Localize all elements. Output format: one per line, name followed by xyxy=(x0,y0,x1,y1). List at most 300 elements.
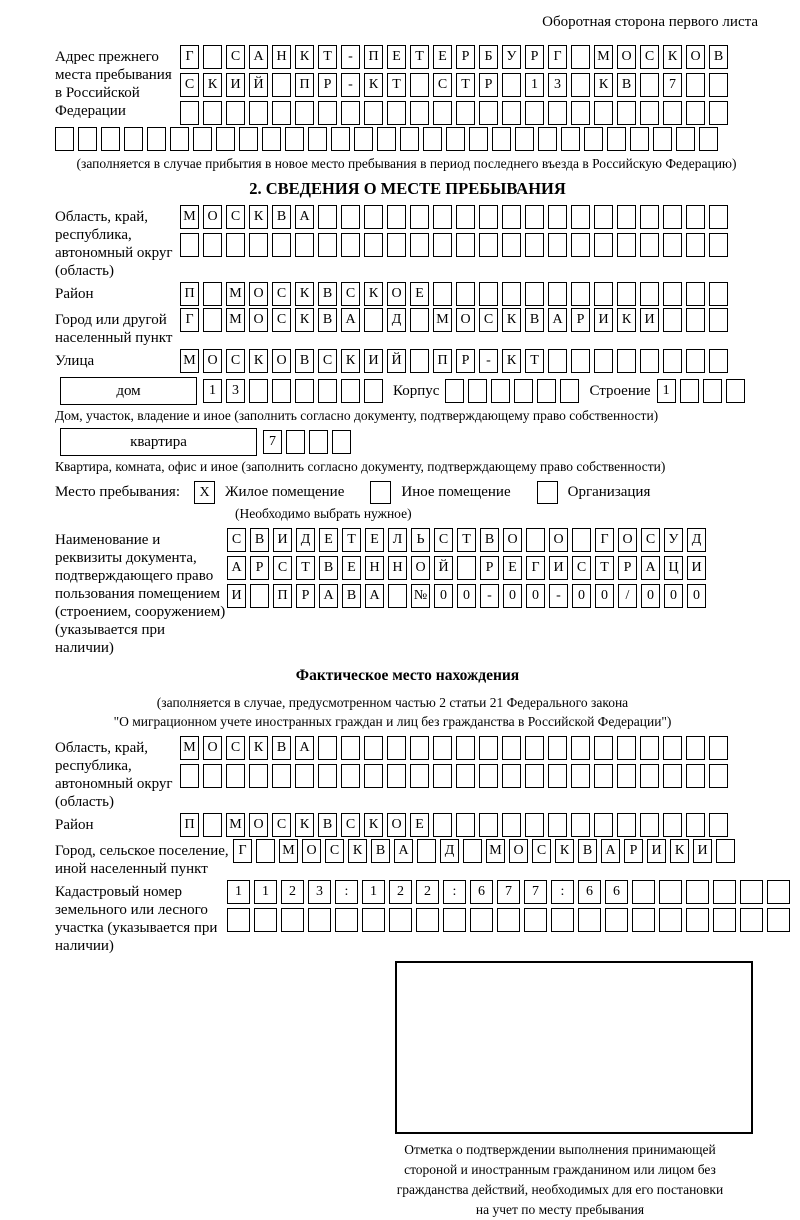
char-box[interactable] xyxy=(341,736,360,760)
char-box[interactable] xyxy=(571,73,590,97)
char-box[interactable]: К xyxy=(364,73,383,97)
char-box[interactable] xyxy=(709,764,728,788)
char-box[interactable] xyxy=(389,908,412,932)
char-box[interactable] xyxy=(203,308,222,332)
char-box[interactable]: Т xyxy=(318,45,337,69)
char-box[interactable] xyxy=(571,205,590,229)
char-box[interactable] xyxy=(226,764,245,788)
char-box[interactable]: С xyxy=(226,205,245,229)
char-box[interactable]: - xyxy=(549,584,568,608)
char-box[interactable] xyxy=(594,233,613,257)
char-box[interactable] xyxy=(617,813,636,837)
char-box[interactable]: 2 xyxy=(281,880,304,904)
char-box[interactable] xyxy=(640,813,659,837)
char-box[interactable]: О xyxy=(387,282,406,306)
char-box[interactable]: Р xyxy=(618,556,637,580)
char-box[interactable] xyxy=(571,233,590,257)
char-box[interactable] xyxy=(617,349,636,373)
char-box[interactable] xyxy=(433,813,452,837)
char-box[interactable] xyxy=(551,908,574,932)
char-box[interactable] xyxy=(525,764,544,788)
char-box[interactable]: С xyxy=(532,839,551,863)
char-box[interactable]: С xyxy=(341,282,360,306)
char-box[interactable] xyxy=(709,205,728,229)
char-box[interactable]: К xyxy=(364,813,383,837)
char-box[interactable] xyxy=(286,430,305,454)
char-box[interactable] xyxy=(124,127,143,151)
char-box[interactable] xyxy=(548,764,567,788)
char-box[interactable]: 1 xyxy=(254,880,277,904)
char-box[interactable] xyxy=(180,764,199,788)
char-box[interactable]: М xyxy=(226,308,245,332)
char-box[interactable] xyxy=(410,101,429,125)
char-box[interactable]: С xyxy=(434,528,453,552)
char-box[interactable] xyxy=(548,205,567,229)
char-box[interactable]: А xyxy=(295,205,314,229)
char-box[interactable] xyxy=(502,813,521,837)
char-box[interactable] xyxy=(456,764,475,788)
char-box[interactable]: С xyxy=(226,736,245,760)
char-box[interactable]: А xyxy=(365,584,384,608)
char-box[interactable]: Р xyxy=(479,73,498,97)
char-box[interactable]: В xyxy=(342,584,361,608)
char-box[interactable] xyxy=(101,127,120,151)
char-box[interactable]: Е xyxy=(342,556,361,580)
char-box[interactable] xyxy=(362,908,385,932)
char-box[interactable]: В xyxy=(709,45,728,69)
char-box[interactable]: К xyxy=(502,349,521,373)
char-box[interactable]: 0 xyxy=(526,584,545,608)
char-box[interactable]: Г xyxy=(233,839,252,863)
char-box[interactable] xyxy=(341,379,360,403)
char-box[interactable] xyxy=(640,736,659,760)
char-box[interactable]: 0 xyxy=(595,584,614,608)
char-box[interactable] xyxy=(318,205,337,229)
char-box[interactable]: Р xyxy=(456,45,475,69)
char-box[interactable] xyxy=(318,101,337,125)
char-box[interactable]: 3 xyxy=(226,379,245,403)
char-box[interactable]: О xyxy=(272,349,291,373)
char-box[interactable]: № xyxy=(411,584,430,608)
char-box[interactable]: 7 xyxy=(263,430,282,454)
char-box[interactable] xyxy=(767,908,790,932)
char-box[interactable] xyxy=(617,736,636,760)
char-box[interactable]: К xyxy=(295,282,314,306)
char-box[interactable]: Т xyxy=(342,528,361,552)
char-box[interactable]: В xyxy=(272,205,291,229)
char-box[interactable]: Т xyxy=(410,45,429,69)
char-box[interactable] xyxy=(572,528,591,552)
char-box[interactable] xyxy=(417,839,436,863)
char-box[interactable] xyxy=(55,127,74,151)
char-box[interactable] xyxy=(663,282,682,306)
char-box[interactable] xyxy=(249,379,268,403)
char-box[interactable] xyxy=(456,205,475,229)
char-box[interactable]: А xyxy=(341,308,360,332)
char-box[interactable] xyxy=(640,73,659,97)
char-box[interactable] xyxy=(364,308,383,332)
char-box[interactable]: 7 xyxy=(663,73,682,97)
char-box[interactable] xyxy=(364,101,383,125)
char-box[interactable]: В xyxy=(272,736,291,760)
char-box[interactable]: С xyxy=(479,308,498,332)
char-box[interactable]: К xyxy=(249,205,268,229)
char-box[interactable] xyxy=(548,349,567,373)
char-box[interactable]: М xyxy=(180,736,199,760)
char-box[interactable]: К xyxy=(594,73,613,97)
char-box[interactable]: А xyxy=(394,839,413,863)
char-box[interactable]: К xyxy=(249,349,268,373)
char-box[interactable]: Г xyxy=(180,308,199,332)
char-box[interactable] xyxy=(640,764,659,788)
char-box[interactable]: М xyxy=(279,839,298,863)
char-box[interactable]: - xyxy=(480,584,499,608)
char-box[interactable] xyxy=(443,908,466,932)
char-box[interactable] xyxy=(463,839,482,863)
char-box[interactable] xyxy=(571,45,590,69)
char-box[interactable]: Р xyxy=(624,839,643,863)
char-box[interactable] xyxy=(456,813,475,837)
char-box[interactable]: Н xyxy=(388,556,407,580)
char-box[interactable]: Т xyxy=(296,556,315,580)
char-box[interactable]: И xyxy=(640,308,659,332)
char-box[interactable] xyxy=(388,584,407,608)
char-box[interactable] xyxy=(525,101,544,125)
char-box[interactable]: О xyxy=(509,839,528,863)
char-box[interactable] xyxy=(640,101,659,125)
char-box[interactable]: 0 xyxy=(457,584,476,608)
char-box[interactable]: И xyxy=(693,839,712,863)
char-box[interactable] xyxy=(709,349,728,373)
char-box[interactable] xyxy=(663,736,682,760)
char-box[interactable] xyxy=(457,556,476,580)
char-box[interactable] xyxy=(502,73,521,97)
char-box[interactable]: К xyxy=(555,839,574,863)
char-box[interactable]: Е xyxy=(433,45,452,69)
char-box[interactable] xyxy=(281,908,304,932)
char-box[interactable]: Р xyxy=(525,45,544,69)
char-box[interactable] xyxy=(524,908,547,932)
char-box[interactable]: Й xyxy=(387,349,406,373)
char-box[interactable]: Е xyxy=(410,282,429,306)
char-box[interactable] xyxy=(470,908,493,932)
char-box[interactable] xyxy=(341,205,360,229)
char-box[interactable] xyxy=(548,736,567,760)
char-box[interactable] xyxy=(433,233,452,257)
char-box[interactable] xyxy=(492,127,511,151)
char-box[interactable] xyxy=(318,736,337,760)
char-box[interactable]: П xyxy=(295,73,314,97)
char-box[interactable] xyxy=(479,764,498,788)
char-box[interactable]: 6 xyxy=(605,880,628,904)
char-box[interactable] xyxy=(594,764,613,788)
char-box[interactable]: С xyxy=(325,839,344,863)
char-box[interactable]: 6 xyxy=(578,880,601,904)
char-box[interactable]: А xyxy=(227,556,246,580)
char-box[interactable] xyxy=(709,233,728,257)
char-box[interactable] xyxy=(295,233,314,257)
char-box[interactable]: Й xyxy=(434,556,453,580)
char-box[interactable]: А xyxy=(319,584,338,608)
char-box[interactable] xyxy=(525,205,544,229)
char-box[interactable]: П xyxy=(180,282,199,306)
char-box[interactable]: А xyxy=(249,45,268,69)
char-box[interactable] xyxy=(170,127,189,151)
char-box[interactable] xyxy=(254,908,277,932)
char-box[interactable]: 0 xyxy=(572,584,591,608)
char-box[interactable]: Г xyxy=(595,528,614,552)
char-box[interactable]: О xyxy=(249,308,268,332)
char-box[interactable] xyxy=(423,127,442,151)
char-box[interactable] xyxy=(676,127,695,151)
char-box[interactable] xyxy=(571,101,590,125)
char-box[interactable] xyxy=(410,233,429,257)
char-box[interactable]: М xyxy=(486,839,505,863)
char-box[interactable]: Р xyxy=(318,73,337,97)
char-box[interactable] xyxy=(433,205,452,229)
char-box[interactable] xyxy=(479,101,498,125)
char-box[interactable] xyxy=(318,764,337,788)
char-box[interactable]: 0 xyxy=(687,584,706,608)
char-box[interactable]: Г xyxy=(180,45,199,69)
char-box[interactable] xyxy=(446,127,465,151)
char-box[interactable] xyxy=(632,908,655,932)
char-box[interactable]: О xyxy=(203,736,222,760)
char-box[interactable]: : xyxy=(443,880,466,904)
char-box[interactable]: 1 xyxy=(657,379,676,403)
char-box[interactable] xyxy=(709,308,728,332)
char-box[interactable] xyxy=(456,101,475,125)
char-box[interactable] xyxy=(709,282,728,306)
char-box[interactable] xyxy=(659,908,682,932)
char-box[interactable] xyxy=(525,233,544,257)
char-box[interactable]: Й xyxy=(249,73,268,97)
char-box[interactable]: 7 xyxy=(497,880,520,904)
char-box[interactable]: А xyxy=(601,839,620,863)
char-box[interactable] xyxy=(686,282,705,306)
char-box[interactable] xyxy=(364,764,383,788)
char-box[interactable] xyxy=(571,349,590,373)
char-box[interactable]: Д xyxy=(687,528,706,552)
char-box[interactable]: В xyxy=(318,308,337,332)
char-box[interactable]: М xyxy=(226,282,245,306)
char-box[interactable] xyxy=(594,349,613,373)
char-box[interactable]: И xyxy=(364,349,383,373)
char-box[interactable] xyxy=(686,880,709,904)
char-box[interactable] xyxy=(502,205,521,229)
char-box[interactable] xyxy=(630,127,649,151)
char-box[interactable]: А xyxy=(548,308,567,332)
char-box[interactable] xyxy=(479,813,498,837)
char-box[interactable]: Д xyxy=(440,839,459,863)
inoe-pomeshchenie-checkbox[interactable] xyxy=(370,481,391,504)
char-box[interactable]: Ь xyxy=(411,528,430,552)
char-box[interactable]: В xyxy=(525,308,544,332)
char-box[interactable] xyxy=(594,282,613,306)
char-box[interactable] xyxy=(147,127,166,151)
char-box[interactable] xyxy=(607,127,626,151)
char-box[interactable]: П xyxy=(180,813,199,837)
char-box[interactable] xyxy=(364,379,383,403)
char-box[interactable]: М xyxy=(226,813,245,837)
char-box[interactable] xyxy=(216,127,235,151)
char-box[interactable]: У xyxy=(502,45,521,69)
char-box[interactable] xyxy=(410,308,429,332)
char-box[interactable]: М xyxy=(180,349,199,373)
char-box[interactable]: К xyxy=(348,839,367,863)
char-box[interactable]: М xyxy=(180,205,199,229)
char-box[interactable]: Р xyxy=(571,308,590,332)
char-box[interactable]: К xyxy=(341,349,360,373)
char-box[interactable] xyxy=(594,813,613,837)
char-box[interactable]: 0 xyxy=(503,584,522,608)
char-box[interactable] xyxy=(387,205,406,229)
char-box[interactable] xyxy=(663,813,682,837)
char-box[interactable] xyxy=(468,379,487,403)
char-box[interactable]: С xyxy=(572,556,591,580)
char-box[interactable]: Е xyxy=(387,45,406,69)
char-box[interactable] xyxy=(341,101,360,125)
char-box[interactable] xyxy=(686,736,705,760)
char-box[interactable] xyxy=(262,127,281,151)
char-box[interactable] xyxy=(203,233,222,257)
char-box[interactable]: О xyxy=(249,282,268,306)
char-box[interactable] xyxy=(249,101,268,125)
char-box[interactable]: С xyxy=(640,45,659,69)
char-box[interactable]: А xyxy=(641,556,660,580)
char-box[interactable]: Л xyxy=(388,528,407,552)
char-box[interactable] xyxy=(640,205,659,229)
char-box[interactable] xyxy=(249,764,268,788)
char-box[interactable] xyxy=(663,205,682,229)
char-box[interactable]: Р xyxy=(296,584,315,608)
char-box[interactable]: - xyxy=(341,45,360,69)
char-box[interactable]: О xyxy=(302,839,321,863)
char-box[interactable]: : xyxy=(551,880,574,904)
char-box[interactable] xyxy=(354,127,373,151)
char-box[interactable] xyxy=(285,127,304,151)
char-box[interactable] xyxy=(445,379,464,403)
char-box[interactable] xyxy=(456,282,475,306)
char-box[interactable] xyxy=(341,233,360,257)
char-box[interactable] xyxy=(203,813,222,837)
char-box[interactable]: 6 xyxy=(470,880,493,904)
char-box[interactable]: П xyxy=(273,584,292,608)
char-box[interactable] xyxy=(548,282,567,306)
char-box[interactable] xyxy=(272,379,291,403)
char-box[interactable] xyxy=(653,127,672,151)
char-box[interactable] xyxy=(295,379,314,403)
char-box[interactable] xyxy=(605,908,628,932)
char-box[interactable]: С xyxy=(180,73,199,97)
char-box[interactable]: 2 xyxy=(416,880,439,904)
char-box[interactable] xyxy=(740,880,763,904)
char-box[interactable]: К xyxy=(295,813,314,837)
char-box[interactable]: М xyxy=(594,45,613,69)
char-box[interactable]: Б xyxy=(479,45,498,69)
char-box[interactable]: 1 xyxy=(203,379,222,403)
char-box[interactable]: О xyxy=(503,528,522,552)
char-box[interactable] xyxy=(571,282,590,306)
char-box[interactable] xyxy=(78,127,97,151)
char-box[interactable] xyxy=(226,233,245,257)
char-box[interactable]: У xyxy=(664,528,683,552)
char-box[interactable] xyxy=(332,430,351,454)
char-box[interactable] xyxy=(703,379,722,403)
char-box[interactable] xyxy=(308,127,327,151)
char-box[interactable] xyxy=(295,764,314,788)
char-box[interactable] xyxy=(433,736,452,760)
char-box[interactable] xyxy=(617,282,636,306)
char-box[interactable]: П xyxy=(433,349,452,373)
char-box[interactable] xyxy=(594,205,613,229)
char-box[interactable] xyxy=(364,736,383,760)
char-box[interactable]: 2 xyxy=(389,880,412,904)
char-box[interactable] xyxy=(686,73,705,97)
char-box[interactable]: 3 xyxy=(308,880,331,904)
char-box[interactable] xyxy=(226,101,245,125)
char-box[interactable]: Т xyxy=(595,556,614,580)
char-box[interactable] xyxy=(387,101,406,125)
char-box[interactable]: О xyxy=(203,349,222,373)
char-box[interactable] xyxy=(308,908,331,932)
char-box[interactable]: Т xyxy=(525,349,544,373)
char-box[interactable]: О xyxy=(456,308,475,332)
char-box[interactable] xyxy=(410,736,429,760)
char-box[interactable] xyxy=(416,908,439,932)
char-box[interactable] xyxy=(767,880,790,904)
char-box[interactable] xyxy=(726,379,745,403)
char-box[interactable] xyxy=(272,233,291,257)
char-box[interactable] xyxy=(180,101,199,125)
char-box[interactable]: 1 xyxy=(227,880,250,904)
char-box[interactable]: С xyxy=(433,73,452,97)
char-box[interactable] xyxy=(713,880,736,904)
char-box[interactable]: Д xyxy=(387,308,406,332)
char-box[interactable] xyxy=(341,764,360,788)
char-box[interactable]: 7 xyxy=(524,880,547,904)
char-box[interactable] xyxy=(713,908,736,932)
char-box[interactable] xyxy=(686,349,705,373)
char-box[interactable] xyxy=(617,233,636,257)
char-box[interactable]: Т xyxy=(387,73,406,97)
char-box[interactable] xyxy=(239,127,258,151)
char-box[interactable] xyxy=(456,736,475,760)
char-box[interactable] xyxy=(433,101,452,125)
char-box[interactable] xyxy=(497,908,520,932)
char-box[interactable] xyxy=(272,764,291,788)
char-box[interactable] xyxy=(502,101,521,125)
char-box[interactable]: С xyxy=(273,556,292,580)
char-box[interactable] xyxy=(250,584,269,608)
char-box[interactable]: О xyxy=(203,205,222,229)
char-box[interactable]: - xyxy=(479,349,498,373)
char-box[interactable] xyxy=(479,205,498,229)
char-box[interactable] xyxy=(686,908,709,932)
char-box[interactable] xyxy=(663,349,682,373)
char-box[interactable]: К xyxy=(663,45,682,69)
char-box[interactable]: Ц xyxy=(664,556,683,580)
char-box[interactable] xyxy=(525,736,544,760)
char-box[interactable]: Н xyxy=(365,556,384,580)
char-box[interactable]: В xyxy=(578,839,597,863)
char-box[interactable]: К xyxy=(502,308,521,332)
char-box[interactable] xyxy=(309,430,328,454)
char-box[interactable]: В xyxy=(480,528,499,552)
char-box[interactable]: Т xyxy=(457,528,476,552)
char-box[interactable] xyxy=(716,839,735,863)
char-box[interactable] xyxy=(659,880,682,904)
